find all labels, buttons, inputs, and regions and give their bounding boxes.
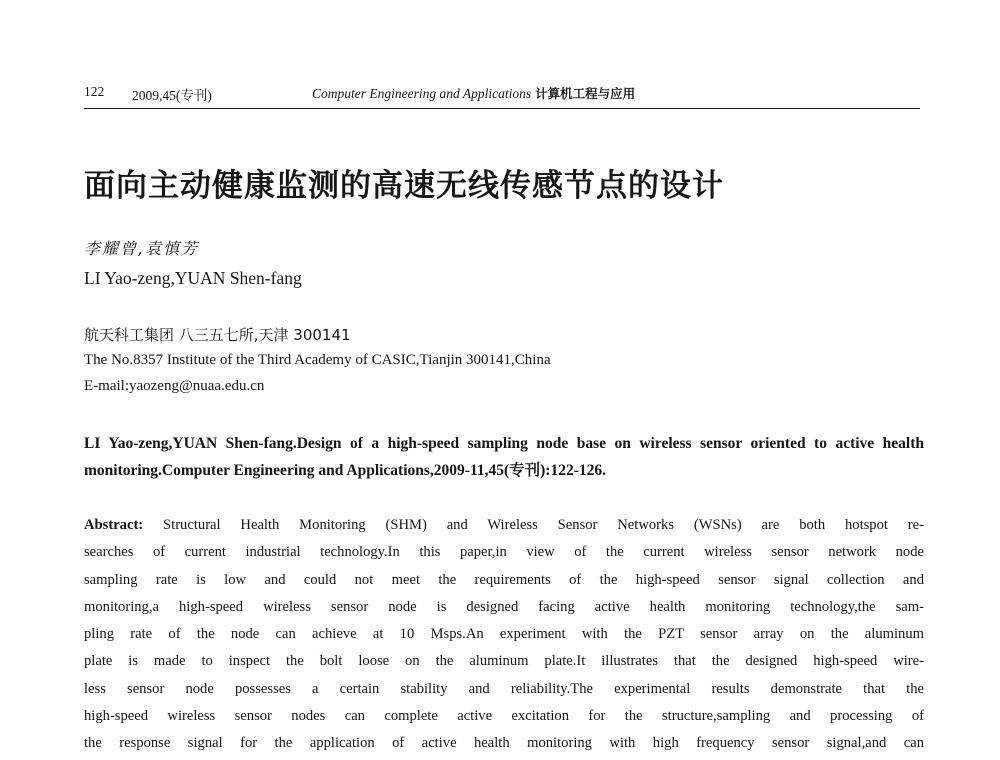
author-email: E-mail:yaozeng@nuaa.edu.cn: [84, 378, 265, 394]
abstract-line: sampling rate is low and could not meet the requirements of the high-speed sensor signal collection and: [84, 571, 924, 588]
authors-en: LI Yao-zeng,YUAN Shen-fang: [84, 268, 302, 288]
abstract-line: pling rate of the node can achieve at 10 Msps.An experiment with the PZT sensor array on the aluminum: [84, 626, 924, 643]
affiliation-cn: 航天科工集团 八三五七所,天津 300141: [84, 326, 351, 344]
abstract-line: high-speed wireless sensor nodes can complete active excitation for the structure,sampling and processing of: [84, 708, 924, 725]
journal-name-en: Computer Engineering and Applications: [312, 86, 532, 101]
abstract-label: Abstract:: [84, 517, 144, 533]
abstract-line: the response signal for the application of active health monitoring with high frequency sensor signal,and can: [84, 735, 924, 752]
page-number: 122: [84, 84, 105, 99]
issue-info: 2009,45(专刊): [132, 88, 212, 103]
affiliation-en: The No.8357 Institute of the Third Academy of CASIC,Tianjin 300141,China: [84, 352, 551, 368]
abstract-line: [84, 512, 924, 539]
abstract-line-text: Structural Health Monitoring (SHM) and Wireless Sensor Networks (WSNs) are both hotspot re-: [163, 517, 925, 533]
running-header: [84, 84, 920, 106]
authors-cn: 李耀曾,袁慎芳: [84, 239, 200, 258]
abstract: [84, 512, 924, 758]
journal-name-cn: 计算机工程与应用: [535, 86, 636, 101]
abstract-line: plate is made to inspect the bolt loose on the aluminum plate.It illustrates that the designed high-speed wire-: [84, 653, 924, 670]
paper-title: 面向主动健康监测的高速无线传感节点的设计: [84, 168, 724, 204]
abstract-line: monitoring,a high-speed wireless sensor node is designed facing active health monitoring technology,the sam-: [84, 598, 924, 615]
abstract-line: searches of current industrial technology.In this paper,in view of the current wireless sensor network node: [84, 544, 924, 561]
abstract-line: less sensor node possesses a certain stability and reliability.The experimental results demonstrate that the: [84, 680, 924, 697]
journal-name: [312, 84, 635, 102]
citation: LI Yao-zeng,YUAN Shen-fang.Design of a high-speed sampling node base on wireless sensor oriented to active health monitoring.Computer Engineering and Applications,2009-11,45(专刊):122-126.: [84, 435, 924, 479]
header-rule: [84, 108, 920, 109]
